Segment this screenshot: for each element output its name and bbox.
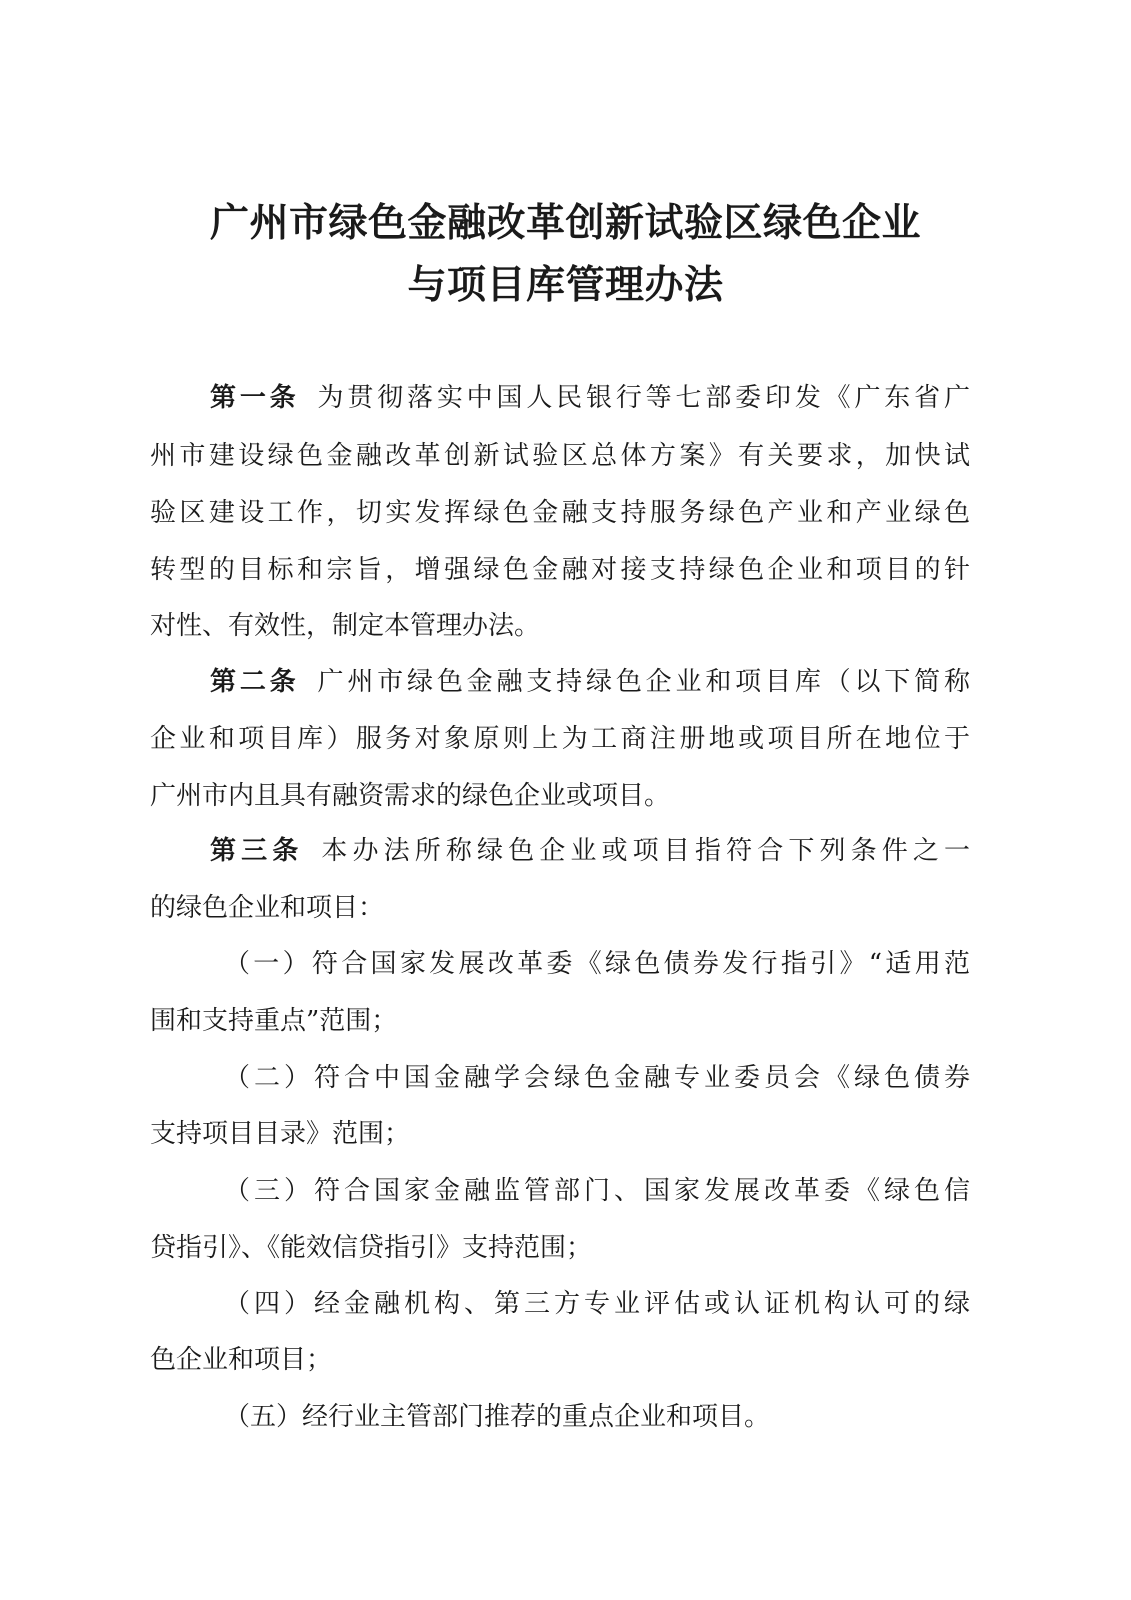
article-1-line-4: 转型的目标和宗旨，增强绿色金融对接支持绿色企业和项目的针 [150,555,970,585]
item-2-line-1: （二）符合中国金融学会绿色金融专业委员会《绿色债券 [224,1063,970,1093]
article-3-line-2: 的绿色企业和项目： [150,893,385,923]
article-3-line-1 [210,831,970,871]
article-1-line-3: 验区建设工作，切实发挥绿色金融支持服务绿色产业和产业绿色 [150,498,970,528]
article-1-text: 为贯彻落实中国人民银行等七部委印发《广东省广 [317,383,970,413]
item-2-line-2: 支持项目目录》范围； [150,1119,411,1149]
item-3-line-2: 贷指引》、《能效信贷指引》支持范围； [150,1233,593,1263]
article-3-label: 第三条 [210,836,304,866]
article-1-line-2: 州市建设绿色金融改革创新试验区总体方案》有关要求，加快试 [150,441,970,471]
item-3-line-1: （三）符合国家金融监管部门、国家发展改革委《绿色信 [224,1176,970,1206]
article-1-label: 第一条 [210,383,300,413]
article-3-text: 本办法所称绿色企业或项目指符合下列条件之一 [321,836,970,866]
article-2-line-3: 广州市内且具有融资需求的绿色企业或项目。 [150,781,671,811]
item-5-line-1: （五）经行业主管部门推荐的重点企业和项目。 [224,1402,771,1432]
document-title-line-2: 与项目库管理办法 [407,263,724,308]
article-2-line-2: 企业和项目库）服务对象原则上为工商注册地或项目所在地位于 [150,724,970,754]
item-4-line-2: 色企业和项目； [150,1345,333,1375]
article-2-text: 广州市绿色金融支持绿色企业和项目库（以下简称 [317,667,970,697]
article-2-label: 第二条 [210,667,300,697]
document-title-line-1: 广州市绿色金融改革创新试验区绿色企业 [209,201,921,246]
item-1-line-2: 围和支持重点”范围； [150,1006,398,1036]
article-1-line-1 [210,378,970,418]
article-2-line-1 [210,662,970,702]
item-1-line-1: （一）符合国家发展改革委《绿色债券发行指引》“适用范 [224,949,970,979]
item-4-line-1: （四）经金融机构、第三方专业评估或认证机构认可的绿 [224,1289,970,1319]
article-1-line-5: 对性、有效性，制定本管理办法。 [150,611,541,641]
